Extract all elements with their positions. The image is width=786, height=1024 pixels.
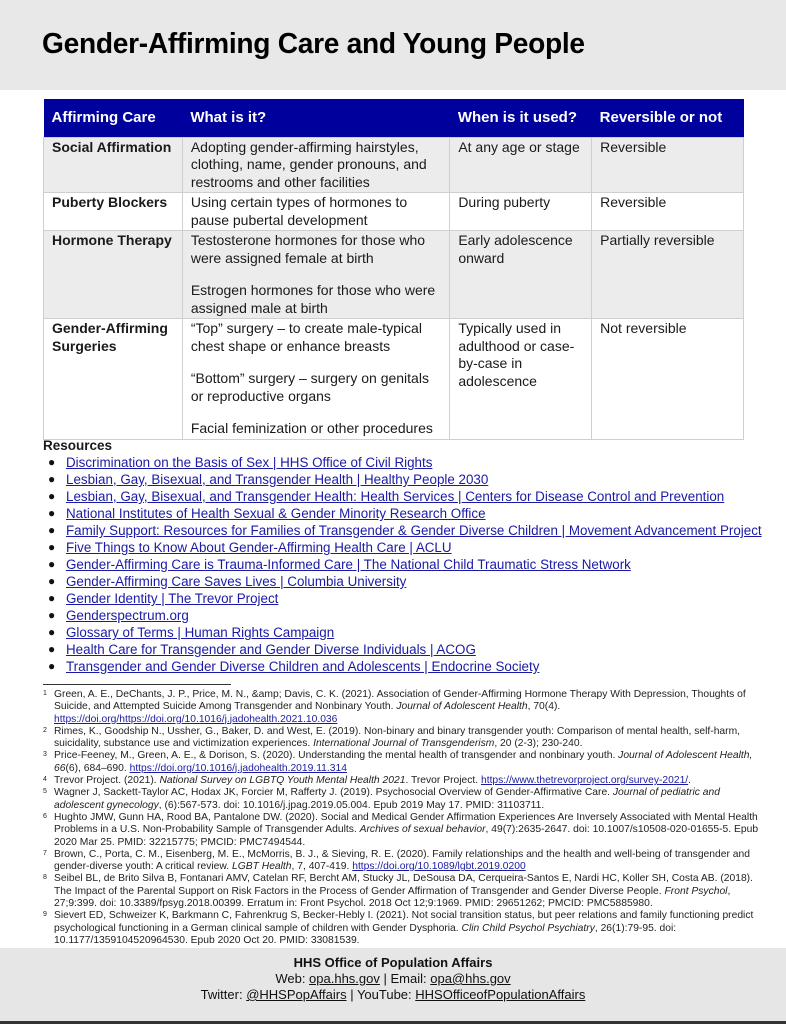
resource-link[interactable]: Lesbian, Gay, Bisexual, and Transgender Health | Healthy People 2030 <box>66 472 489 487</box>
when-used-cell: Early adolescence onward <box>450 231 592 319</box>
footnote-link[interactable]: https://www.thetrevorproject.org/survey-2021/ <box>480 775 689 787</box>
resource-link[interactable]: Gender-Affirming Care Saves Lives | Columbia University <box>66 574 407 589</box>
column-header-reversible: Reversible or not <box>592 99 744 137</box>
footnote-text: Sievert ED, Schweizer K, Barkmann C, Fahrenkrug S, Becker-Hebly I. (2021). Not social transition status, but peer relations and family functioning predict psychological functioning in a German clinical sample of children with Gender Dysphoria. <box>54 910 754 934</box>
care-type-cell: Social Affirmation <box>44 137 183 193</box>
footnote-text: Green, A. E., DeChants, J. P., Price, M. N., &amp; Davis, C. K. (2021). Association of Gender-Affirming Hormone Therapy With Depression, Thoughts of Suicide, and Attempted Suicide Among Transgender and Nonbinary Youth. <box>54 689 746 713</box>
bullet-icon: ● <box>48 489 56 503</box>
table-row <box>44 137 744 193</box>
bullet-icon: ● <box>48 472 56 486</box>
column-header-affirming-care: Affirming Care <box>44 99 183 137</box>
footer <box>0 948 786 1021</box>
footnote-text: . <box>688 775 692 787</box>
footnote-journal: National Survey on LGBTQ Youth Mental Health 2021 <box>159 775 406 787</box>
web-label: Web: <box>275 971 310 986</box>
when-used-cell: During puberty <box>450 193 592 231</box>
footnote-text: Hughto JMW, Gunn HA, Rood BA, Pantalone DW. (2020). Social and Medical Gender Affirmation Experiences Are Inversely Associated with Mental Health Problems in a U.S. Non-Probability Sample of Transgender Adults. <box>54 811 758 836</box>
footnote-journal: Clin Child Psychol Psychiatry <box>461 922 595 934</box>
list-item <box>43 641 763 658</box>
description-text: “Bottom” surgery – surgery on genitals or reproductive organs <box>190 370 429 404</box>
footnote-text: . Trevor Project. <box>405 775 481 787</box>
twitter-link[interactable]: @HHSPopAffairs <box>246 987 347 1002</box>
bullet-icon: ● <box>48 591 56 605</box>
footnote-number: 5 <box>43 788 47 796</box>
bullet-icon: ● <box>48 608 56 622</box>
footnote-journal: Archives of sexual behavior <box>359 824 486 836</box>
list-item <box>43 488 763 505</box>
bullet-icon: ● <box>48 557 56 571</box>
footnote-text: Brown, C., Porta, C. M., Eisenberg, M. E., McMorris, B. J., & Sieving, R. E. (2020). Family relationships and the health and well-being of transgender and gender-diverse youth: A critical review. <box>54 848 750 873</box>
footnote-number: 6 <box>43 812 47 820</box>
list-item <box>43 573 763 590</box>
care-type-cell: Puberty Blockers <box>44 193 183 231</box>
footnote-text: Rimes, K., Goodship N., Ussher, G., Baker, D. and West, E. (2019). Non-binary and binary transgender youth: Comparison of mental health, self-harm, suicidality, substance use and victimization experiences. <box>54 725 741 750</box>
list-item <box>43 607 763 624</box>
footnote-journal: Journal of pediatric and adolescent gynecology <box>54 787 720 811</box>
bullet-icon: ● <box>48 523 56 537</box>
footnote-journal: Journal of Adolescent Health, 66 <box>54 750 753 774</box>
table-header-row <box>44 99 744 137</box>
footnote <box>43 689 763 726</box>
care-type-cell: Gender-Affirming Surgeries <box>44 319 183 440</box>
separator: | <box>379 971 391 986</box>
resource-link[interactable]: Discrimination on the Basis of Sex | HHS Office of Civil Rights <box>66 455 433 470</box>
bullet-icon: ● <box>48 625 56 639</box>
footnote <box>43 775 763 787</box>
resource-link[interactable]: Family Support: Resources for Families of Transgender & Gender Diverse Children | Movement Advancement Project <box>66 523 762 538</box>
bullet-icon: ● <box>48 540 56 554</box>
description-cell <box>182 193 449 231</box>
description-text: “Top” surgery – to create male-typical chest shape or enhance breasts <box>190 320 422 354</box>
bullet-icon: ● <box>48 574 56 588</box>
footnote-text: (6), 684–690. <box>65 762 130 774</box>
footnote-text: , 7, 407-419. <box>291 861 353 873</box>
resource-link[interactable]: Lesbian, Gay, Bisexual, and Transgender Health: Health Services | Centers for Disease Control and Prevention <box>66 489 725 504</box>
resource-link[interactable]: National Institutes of Health Sexual & Gender Minority Research Office <box>66 506 486 521</box>
footnote-journal: LGBT Health <box>232 861 292 873</box>
footnote-text: , 70(4). <box>527 701 561 713</box>
resources-section <box>43 438 763 675</box>
footnote <box>43 849 763 874</box>
resources-list <box>43 454 763 675</box>
twitter-label: Twitter: <box>200 987 247 1002</box>
list-item <box>43 471 763 488</box>
footnote-number: 2 <box>43 726 47 734</box>
bullet-icon: ● <box>48 642 56 656</box>
youtube-link[interactable]: HHSOfficeofPopulationAffairs <box>415 987 586 1002</box>
web-link[interactable]: opa.hhs.gov <box>309 971 380 986</box>
reversible-cell: Reversible <box>592 137 744 193</box>
footnote-number: 8 <box>43 874 47 882</box>
footnote-link[interactable]: https://doi.org/https://doi.org/10.1016/j.jadohealth.2021.10.036 <box>54 713 338 725</box>
bullet-icon: ● <box>48 506 56 520</box>
footnote-number: 3 <box>43 751 47 759</box>
affirming-care-table <box>43 99 744 440</box>
footnote <box>43 812 763 849</box>
description-text: Adopting gender-affirming hairstyles, clothing, name, gender pronouns, and restrooms and other facilities <box>190 138 427 190</box>
description-cell <box>182 231 449 319</box>
bullet-icon: ● <box>48 659 56 673</box>
footnote-text: , 49(7):2635-2647. doi: 10.1007/s10508-020-01655-5. Epub 2020 Mar 25. PMID: 32215775; PMCID: PMC7494544. <box>54 824 759 848</box>
footer-social-line <box>0 987 786 1003</box>
resource-link[interactable]: Transgender and Gender Diverse Children and Adolescents | Endocrine Society <box>66 659 540 674</box>
footnote-journal: Journal of Adolescent Health <box>396 701 528 713</box>
when-used-cell: At any age or stage <box>450 137 592 193</box>
footnote-text: Price-Feeney, M., Green, A. E., & Dorison, S. (2020). Understanding the mental health of transgender and nonbinary youth. <box>54 750 619 762</box>
bullet-icon: ● <box>48 455 56 469</box>
footnote <box>43 787 763 812</box>
list-item <box>43 658 763 675</box>
footnote-journal: International Journal of Transgenderism <box>313 738 495 750</box>
footnote-journal: Front Psychol <box>664 885 728 897</box>
list-item <box>43 539 763 556</box>
footnote-text: , 26(1):79-95. doi: 10.1177/1359104520964530. Epub 2020 Oct 20. PMID: 33081539. <box>54 922 677 946</box>
footnote-text: Seibel BL, de Brito Silva B, Fontanari AMV, Catelan RF, Bercht AM, Stucky JL, DeSousa DA, Cerqueira-Santos E, Nardi HC, Koller SH, Costa AB. (2018). The Impact of the Parental Support on Risk Factors in the Process of Gender Affirmation of Transgender and Gender Diverse People. <box>54 873 753 897</box>
description-cell <box>182 319 449 440</box>
resource-link[interactable]: Health Care for Transgender and Gender Diverse Individuals | ACOG <box>66 642 476 657</box>
resource-link[interactable]: Genderspectrum.org <box>66 608 189 623</box>
resource-link[interactable]: Five Things to Know About Gender-Affirming Health Care | ACLU <box>66 540 452 555</box>
resources-heading: Resources <box>43 438 113 453</box>
footnote-divider <box>43 684 231 685</box>
column-header-what: What is it? <box>182 99 449 137</box>
footer-contact-line <box>0 971 786 987</box>
footnote-text: Wagner J, Sackett-Taylor AC, Hodax JK, Forcier M, Rafferty J. (2019). Psychosocial Overview of Gender-Affirmative Care. <box>54 787 613 799</box>
page-title: Gender-Affirming Care and Young People <box>42 28 585 60</box>
description-text: Testosterone hormones for those who were assigned female at birth <box>190 232 426 266</box>
footnote <box>43 750 763 775</box>
footnote-number: 4 <box>43 776 47 784</box>
footnote-text: , 20 (2-3); 230-240. <box>494 738 583 750</box>
email-link[interactable]: opa@hhs.gov <box>430 971 511 986</box>
reversible-cell: Not reversible <box>592 319 744 440</box>
resource-link[interactable]: Gender Identity | The Trevor Project <box>66 591 279 606</box>
list-item <box>43 590 763 607</box>
email-label: Email: <box>390 971 431 986</box>
description-text: Facial feminization or other procedures <box>190 420 433 436</box>
list-item <box>43 505 763 522</box>
when-used-cell: Typically used in adulthood or case-by-case in adolescence <box>450 319 592 440</box>
table-row <box>44 319 744 440</box>
column-header-when: When is it used? <box>450 99 592 137</box>
separator: | <box>346 987 357 1002</box>
footnote <box>43 726 763 751</box>
description-cell <box>182 137 449 193</box>
footnote-link[interactable]: https://doi.org/10.1089/lgbt.2019.0200 <box>352 861 526 873</box>
resource-link[interactable]: Glossary of Terms | Human Rights Campaign <box>66 625 335 640</box>
resource-link[interactable]: Gender-Affirming Care is Trauma-Informed Care | The National Child Traumatic Stress Network <box>66 557 631 572</box>
footnote-text: Trevor Project. (2021). <box>54 775 160 787</box>
footnote-number: 1 <box>43 690 47 697</box>
table-row <box>44 193 744 231</box>
footnote-link[interactable]: https://doi.org/10.1016/j.jadohealth.2019.11.314 <box>129 762 347 774</box>
list-item <box>43 624 763 641</box>
care-type-cell: Hormone Therapy <box>44 231 183 319</box>
footnote-number: 9 <box>43 911 47 919</box>
footnotes-section <box>43 689 763 947</box>
footnote-text: , (6):567-573. doi: 10.1016/j.jpag.2019.05.004. Epub 2019 May 17. PMID: 31103711. <box>158 799 545 811</box>
footer-org-name: HHS Office of Population Affairs <box>293 955 493 970</box>
table-row <box>44 231 744 319</box>
footnote <box>43 910 763 947</box>
reversible-cell: Partially reversible <box>592 231 744 319</box>
footnote-text: , 27;9:399. doi: 10.3389/fpsyg.2018.00399. Erratum in: Front Psychol. 2018 Oct 12;9:1969. PMID: 29651262; PMCID: PMC5885980. <box>54 885 731 910</box>
reversible-cell: Reversible <box>592 193 744 231</box>
description-text: Using certain types of hormones to pause pubertal development <box>190 194 408 228</box>
description-text: Estrogen hormones for those who were assigned male at birth <box>190 282 436 316</box>
list-item <box>43 522 763 539</box>
list-item <box>43 556 763 573</box>
youtube-label: YouTube: <box>356 987 416 1002</box>
footnote <box>43 873 763 910</box>
list-item <box>43 454 763 471</box>
footnote-number: 7 <box>43 849 47 857</box>
